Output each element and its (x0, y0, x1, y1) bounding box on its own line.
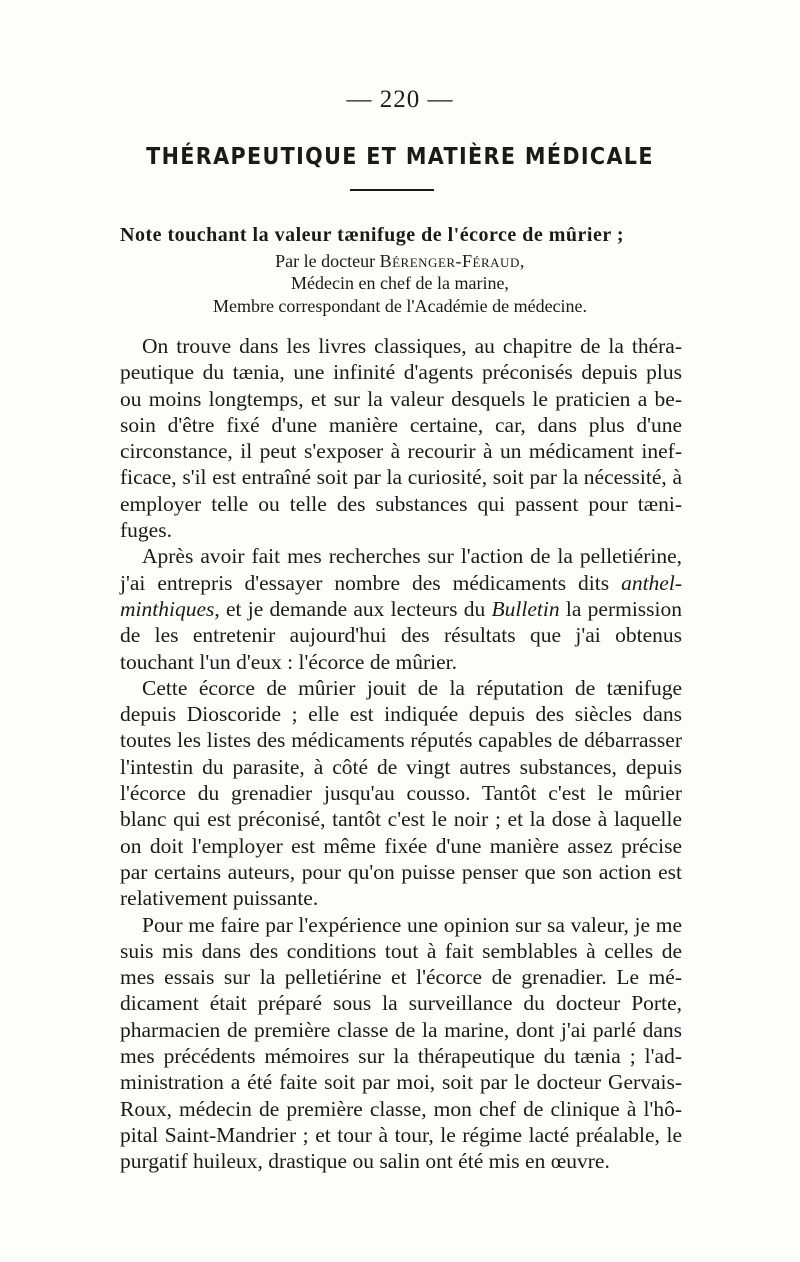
paragraph-3: Cette écorce de mûrier jouit de la réputation de tænifuge depuis Dioscoride ; elle est indiquée depuis des siècles dans toutes les listes des médicaments réputés capables de débarrasser l'intestin du parasite, à côté de vingt autres substances, depuis l'écorce du grenadier jusqu'au cousso. Tantôt c'est le mûrier blanc qui est préconisé, tantôt c'est le noir ; et la dose à laquelle on doit l'employer est même fixée d'une manière assez précise par certains auteurs, pour qu'on puisse penser que son action est relativement puissante. (120, 675, 682, 911)
title-divider (350, 189, 434, 191)
paragraph-2-term-bulletin: Bulletin (491, 596, 560, 621)
author-affiliation-1: Médecin en chef de la marine, (291, 273, 509, 293)
section-title: THÉRAPEUTIQUE ET MATIÈRE MÉDICALE (146, 144, 654, 170)
author-affiliation-2: Membre correspondant de l'Académie de médecine. (212, 296, 588, 316)
paragraph-2 (120, 543, 682, 674)
paragraph-2-text-b: , et je demande aux lecteurs du (214, 596, 492, 621)
page-number: — 220 — (346, 86, 454, 113)
byline (0, 251, 800, 272)
article-body (120, 333, 682, 1175)
paragraph-1: On trouve dans les livres classiques, au chapitre de la thérapeutique du tænia, une infinité d'agents préconisés depuis plus ou moins longtemps, et sur la valeur desquels le praticien a besoin d'être fixé d'une manière certaine, car, dans plus d'une circonstance, il peut s'exposer à recourir à un médicament inefficace, s'il est entraîné soit par la curiosité, soit par la nécessité, à employer telle ou telle des substances qui passent pour tænifuges. (120, 334, 682, 543)
byline-prefix: Par le docteur (275, 251, 376, 271)
paragraph-4: Pour me faire par l'expérience une opinion sur sa valeur, je me suis mis dans des conditions tout à fait semblables à celles de mes essais sur la pelletiérine et l'écorce de grenadier. Le médicament était préparé sous la surveillance du docteur Porte, pharmacien de première classe de la marine, dont j'ai parlé dans mes précédents mémoires sur la thérapeutique du tænia ; l'administration a été faite soit par moi, soit par le docteur Gervais-Roux, médecin de première classe, mon chef de clinique à l'hôpital Saint-Mandrier ; et tour à tour, le régime lacté préalable, le purgatif huileux, drastique ou salin ont été mis en œuvre. (120, 912, 682, 1174)
paragraph-2-text-a: Après avoir fait mes recherches sur l'action de la pelletiérine, j'ai entrepris d'essayer nombre des médicaments dits (120, 544, 682, 595)
paragraph-2-text-c: la permission de les entretenir aujourd'hui des résultats que j'ai obtenus touchant l'un d'eux : l'écorce de mûrier. (120, 596, 683, 674)
article-title: Note touchant la valeur tænifuge de l'écorce de mûrier ; (120, 224, 625, 246)
paragraph-2-term-anthelminthiques: anthelminthiques (120, 570, 682, 621)
author-name: Bérenger-Féraud, (379, 251, 525, 271)
